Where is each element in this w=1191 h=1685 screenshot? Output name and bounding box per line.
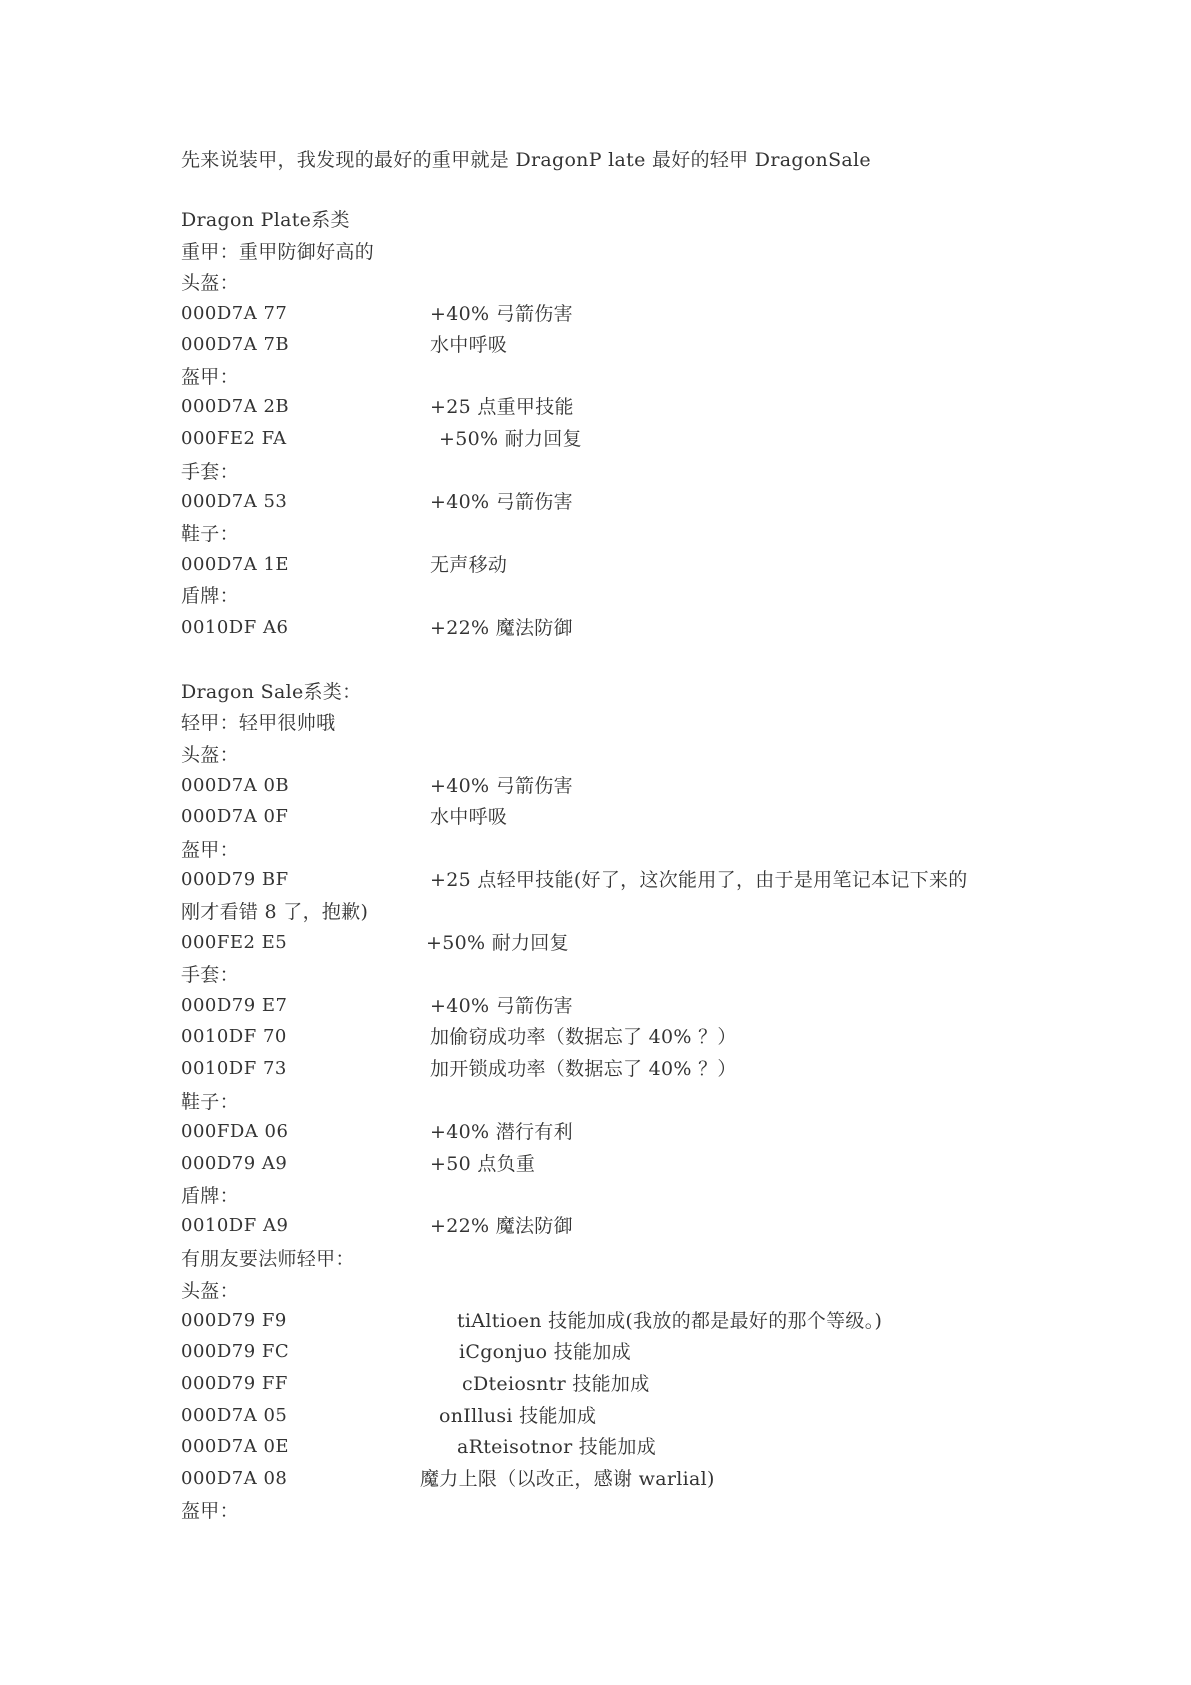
- item-code: 000D7A 77: [181, 303, 288, 324]
- item-effect: 加偷窃成功率（数据忘了 40% ？）: [430, 1026, 737, 1048]
- item-code: 000FDA 06: [181, 1121, 289, 1142]
- item-code: 000D7A 0F: [181, 806, 289, 827]
- item-effect: tiAltioen 技能加成(我放的都是最好的那个等级。): [457, 1310, 883, 1332]
- item-effect: +40% 弓箭伤害: [430, 775, 573, 797]
- intro-paragraph: 先来说装甲，我发现的最好的重甲就是 DragonP late 最好的轻甲 DragonSale: [181, 149, 871, 171]
- item-code: 000D79 FC: [181, 1341, 290, 1362]
- item-code: 000D79 F9: [181, 1310, 287, 1331]
- item-code: 000FE2 FA: [181, 428, 287, 449]
- item-effect: +50% 耐力回复: [439, 428, 582, 450]
- item-code: 000D7A 7B: [181, 334, 290, 355]
- item-effect: 加开锁成功率（数据忘了 40% ？）: [430, 1058, 737, 1080]
- item-code: 0010DF A9: [181, 1215, 289, 1236]
- dragonsale-helmet-label: 头盔：: [181, 744, 239, 766]
- item-code: 0010DF 70: [181, 1026, 287, 1047]
- item-effect: cDteiosntr 技能加成: [462, 1373, 650, 1395]
- dragonplate-title: Dragon Plate系类: [181, 209, 350, 231]
- item-effect: 无声移动: [430, 554, 508, 576]
- item-code: 000D7A 2B: [181, 396, 290, 417]
- item-effect: +50% 耐力回复: [426, 932, 569, 954]
- item-effect: iCgonjuo 技能加成: [459, 1341, 631, 1363]
- item-effect: +40% 弓箭伤害: [430, 995, 573, 1017]
- item-code: 000D7A 05: [181, 1405, 288, 1426]
- item-code: 000D7A 0B: [181, 775, 290, 796]
- item-effect: +50 点负重: [430, 1153, 536, 1175]
- item-code: 000FE2 E5: [181, 932, 288, 953]
- item-effect: +25 点轻甲技能(好了，这次能用了，由于是用笔记本记下来的: [430, 869, 968, 891]
- item-effect: +22% 魔法防御: [430, 617, 573, 639]
- mage-helmet-label: 头盔：: [181, 1280, 239, 1302]
- item-code: 000D7A 1E: [181, 554, 290, 575]
- item-code: 000D7A 53: [181, 491, 288, 512]
- item-code: 000D79 FF: [181, 1373, 288, 1394]
- dragonsale-shield-label: 盾牌：: [181, 1185, 239, 1207]
- item-effect: 水中呼吸: [430, 334, 508, 356]
- item-code: 000D7A 08: [181, 1468, 288, 1489]
- dragonsale-armor-label: 盔甲：: [181, 839, 239, 861]
- dragonsale-title: Dragon Sale系类：: [181, 681, 362, 703]
- item-effect: +22% 魔法防御: [430, 1215, 573, 1237]
- item-effect: +40% 弓箭伤害: [430, 303, 573, 325]
- item-code: 000D79 E7: [181, 995, 288, 1016]
- item-effect: +25 点重甲技能: [430, 396, 574, 418]
- item-effect: aRteisotnor 技能加成: [457, 1436, 657, 1458]
- mage-armor-title: 有朋友要法师轻甲：: [181, 1248, 355, 1270]
- mage-armor-label: 盔甲：: [181, 1500, 239, 1522]
- item-code: 0010DF 73: [181, 1058, 287, 1079]
- dragonplate-gloves-label: 手套：: [181, 461, 239, 483]
- dragonplate-subtitle: 重甲：重甲防御好高的: [181, 241, 375, 263]
- dragonplate-armor-label: 盔甲：: [181, 366, 239, 388]
- dragonplate-boots-label: 鞋子：: [181, 523, 239, 545]
- dragonsale-subtitle: 轻甲：轻甲很帅哦: [181, 712, 336, 734]
- item-effect: +40% 潜行有利: [430, 1121, 573, 1143]
- item-code: 0010DF A6: [181, 617, 289, 638]
- item-code: 000D79 A9: [181, 1153, 288, 1174]
- dragonplate-shield-label: 盾牌：: [181, 585, 239, 607]
- item-effect: 魔力上限（以改正，感谢 warlial): [420, 1468, 715, 1490]
- dragonsale-gloves-label: 手套：: [181, 964, 239, 986]
- item-effect-continued: 刚才看错 8 了，抱歉): [181, 901, 369, 923]
- dragonsale-boots-label: 鞋子：: [181, 1091, 239, 1113]
- item-code: 000D7A 0E: [181, 1436, 290, 1457]
- item-code: 000D79 BF: [181, 869, 289, 890]
- item-effect: onIllusi 技能加成: [439, 1405, 597, 1427]
- dragonplate-helmet-label: 头盔：: [181, 272, 239, 294]
- item-effect: 水中呼吸: [430, 806, 508, 828]
- item-effect: +40% 弓箭伤害: [430, 491, 573, 513]
